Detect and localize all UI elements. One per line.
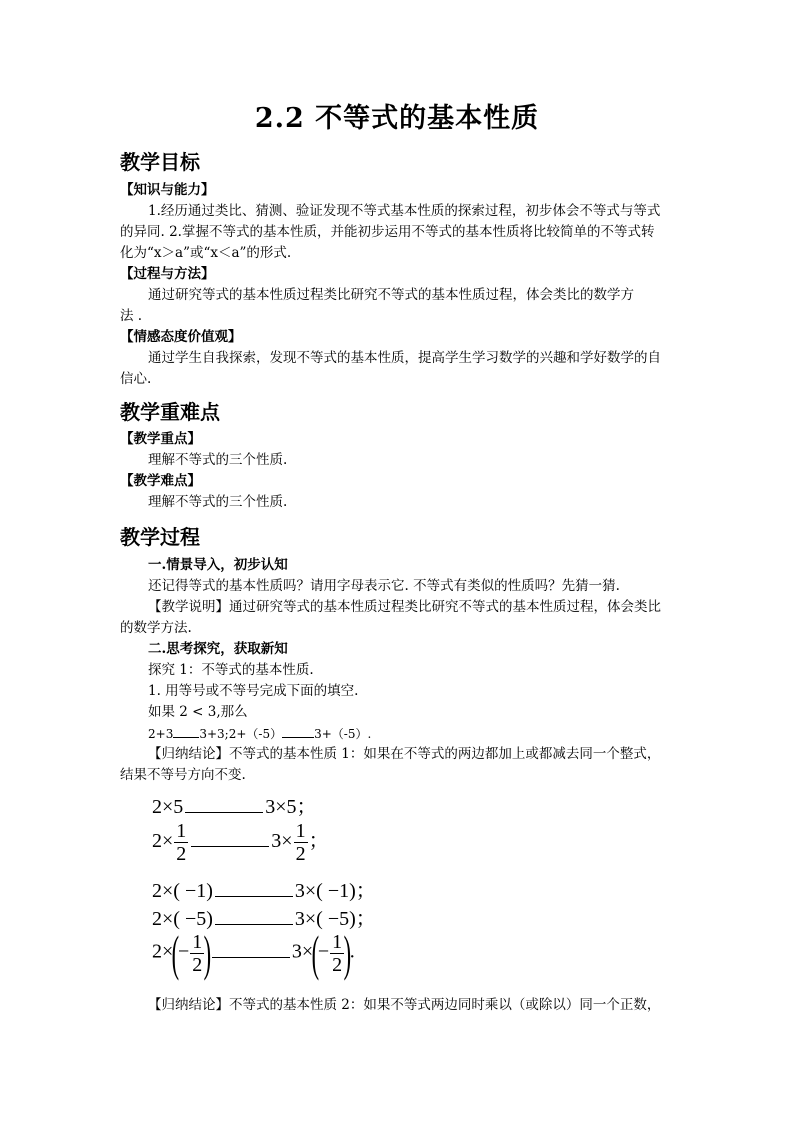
math-r3-left: 2×( −1) [152,880,213,902]
math-r2-end: ； [308,830,329,853]
math-row-1 [152,790,317,819]
fraction-half: $\frac{1}{2}$ [295,820,306,865]
math-r4-right: 3×( −5)； [294,908,376,930]
left-paren: ( [171,925,180,981]
math-blank-3[interactable] [215,880,293,897]
left-paren: ( [311,925,320,981]
math-r2-left: 2× [152,830,174,853]
fill-blank-1[interactable] [173,723,199,738]
conclusion1-line2: 结果不等号方向不变. [120,767,246,783]
fill-blank-2[interactable] [282,723,314,738]
knowledge-text-line1: 1.经历通过类比、猜测、验证发现不等式基本性质的探索过程，初步体会不等式与等式 [148,203,661,219]
math-row-5 [152,925,355,981]
if-condition: 如果 2 < 3,那么 [148,704,248,720]
emotion-text-line1: 通过学生自我探索，发现不等式的基本性质，提高学生学习数学的兴趣和学好数学的自 [148,350,661,366]
fill-expr-c: 3+（-5）. [314,727,372,741]
fraction-half: $\frac{1}{2}$ [192,930,203,976]
focus-label: 【教学重点】 [120,431,201,447]
emotion-text-line2: 信心. [120,371,152,387]
section-heading-key-points: 教学重难点 [120,400,220,424]
math-blank-2[interactable] [191,830,269,847]
page-title: 2.2 不等式的基本性质 [254,103,540,134]
knowledge-label: 【知识与能力】 [120,182,215,198]
focus-text: 理解不等式的三个性质. [148,452,288,468]
math-row-4 [152,902,376,931]
math-row-2 [152,820,329,865]
math-r1-right: 3×5； [265,796,317,818]
teaching-note-line2: 的数学方法. [120,620,192,636]
math-r2-mid: 3× [271,830,293,853]
fill-expr-b: 3+3;2+（-5） [199,727,283,741]
math-minus: − [317,940,330,963]
right-paren: ) [203,925,212,981]
math-blank-1[interactable] [185,796,263,813]
right-paren: ) [343,925,352,981]
conclusion1-line1: 【归纳结论】不等式的基本性质 1：如果在不等式的两边都加上或都减去同一个整式， [148,746,661,762]
process-method-label: 【过程与方法】 [120,266,215,282]
fraction-half: $\frac{1}{2}$ [332,930,343,976]
math-minus: − [177,940,190,963]
part1-title: 一.情景导入，初步认知 [148,557,288,573]
math-row-3 [152,874,376,903]
fraction-half: $\frac{1}{2}$ [176,820,187,865]
process-method-line2: 法 . [120,308,143,324]
math-r5-mid: 3× [291,940,314,963]
knowledge-text-line2: 的异同. 2.掌握不等式的基本性质，并能初步运用不等式的基本性质将比较简单的不等式转 [120,224,655,240]
part1-text: 还记得等式的基本性质吗？请用字母表示它. 不等式有类似的性质吗？先猜一猜. [148,578,620,594]
fill-expr-a: 2+3 [148,727,174,741]
process-method-line1: 通过研究等式的基本性质过程类比研究不等式的基本性质过程，体会类比的数学方 [148,287,634,303]
math-blank-4[interactable] [215,908,293,925]
item1-text: 1. 用等号或不等号完成下面的填空. [148,683,359,699]
math-r3-right: 3×( −1)； [294,880,376,902]
difficulty-text: 理解不等式的三个性质. [148,494,288,510]
math-r5-left: 2× [152,940,174,963]
teaching-note-line1: 【教学说明】通过研究等式的基本性质过程类比研究不等式的基本性质过程，体会类比 [148,599,661,615]
explore1-text: 探究 1：不等式的基本性质. [148,662,314,678]
section-heading-process: 教学过程 [120,525,200,549]
knowledge-text-line3: 化为“x＞a”或“x＜a”的形式. [120,245,292,261]
fill-in-line [148,723,371,744]
part2-title: 二.思考探究，获取新知 [148,641,288,657]
math-r1-left: 2×5 [152,796,184,818]
math-r5-end: . [349,940,355,963]
emotion-label: 【情感态度价值观】 [120,329,242,345]
math-blank-5[interactable] [212,941,290,958]
conclusion2-line1: 【归纳结论】不等式的基本性质 2：如果不等式两边同时乘以（或除以）同一个正数， [148,997,661,1013]
section-heading-objectives: 教学目标 [120,150,200,174]
math-r4-left: 2×( −5) [152,908,213,930]
difficulty-label: 【教学难点】 [120,473,201,489]
